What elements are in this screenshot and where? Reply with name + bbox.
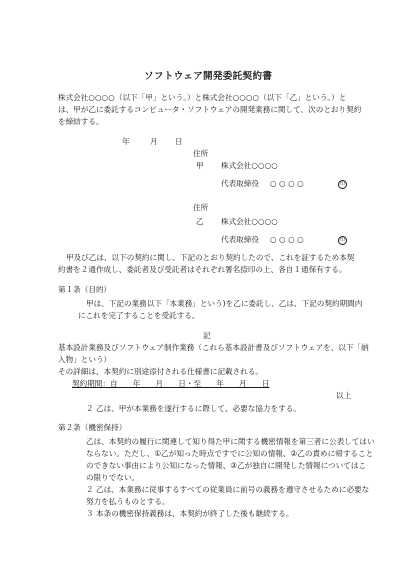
article1-desc-2: 入物」という） xyxy=(58,355,112,364)
article2-para1-line-1: 乙は、本契約の履行に関連して知り得た甲に関する機密情報を第三者に公表してはい xyxy=(86,437,375,446)
ki-label: 記 xyxy=(203,331,211,340)
party-a-company: 株式会社○○○○ xyxy=(221,161,278,170)
party-a-rep-label: 代表取締役 xyxy=(221,179,259,188)
article1-line-2: にこれを完了することを受託する。 xyxy=(78,311,200,320)
article2-para1-line-3: のできない事由により公知になった情報、③乙が独自に開発した情報についてはこ xyxy=(86,461,367,470)
party-a-rep-name: ○ ○ ○ ○ xyxy=(270,179,304,188)
party-a-mark: 甲 xyxy=(196,161,204,170)
closing-line-2: 約書を２通作成し、委託者及び受託者はそれぞれ署名捺印の上、各自１通保有する。 xyxy=(58,265,347,274)
article1-line-1: 甲は、下記の業務以下「本業務」という)を乙に委託し、乙は、下記の契約期間内 xyxy=(86,299,363,308)
date-year: 年 xyxy=(122,137,130,146)
party-b-mark: 乙 xyxy=(196,217,204,226)
intro-line-2: は、甲が乙に委託するコンピュータ・ソフトウェアの開発業務に関して、次のとおり契約 xyxy=(58,105,362,114)
ijo-label: 以上 xyxy=(336,391,352,400)
article2-para1-line-2: ならない。ただし、①乙が知った時点ですでに公知の情報、②乙の責めに帰すること xyxy=(86,449,374,458)
article1-heading: 第１条（目的） xyxy=(58,285,112,294)
intro-line-3: を締結する。 xyxy=(58,117,104,126)
party-b-rep-name: ○ ○ ○ ○ xyxy=(270,235,304,244)
contract-period: 契約期間：自 年 月 日・至 年 月 日 xyxy=(72,379,270,388)
date-month: 月 xyxy=(150,137,158,146)
party-b-address-label: 住所 xyxy=(193,203,209,212)
article2-para2-line-2: 努力を払うものとする。 xyxy=(86,497,170,506)
party-a-seal: 印 xyxy=(339,181,345,187)
date-day: 日 xyxy=(175,137,183,146)
article2-para1-line-4: の限りでない。 xyxy=(86,473,140,482)
article1-desc-1: 基本設計業務及びソフトウェア制作業務（これら基本設計書及びソフトウェアを、以下「納 xyxy=(58,343,369,352)
article2-heading: 第２条（機密保持） xyxy=(58,423,127,432)
closing-line-1: 甲及び乙は、以下の契約に関し、下記のとおり契約したので、これを証するため本契 xyxy=(66,253,355,262)
intro-line-1: 株式会社○○○○（以下「甲」という。）と株式会社○○○○（以下「乙」という。）と xyxy=(58,93,347,102)
article2-para2-line-1: ２ 乙は、本業務に従事するすべての従業員に前号の義務を遵守させるために必要な xyxy=(86,485,370,494)
party-a-seal-mark xyxy=(338,179,347,189)
party-b-seal-mark xyxy=(338,235,347,245)
article1-clause2: ２ 乙は、甲が本業務を遂行するに際して、必要な協力をする。 xyxy=(86,404,301,413)
party-b-company: 株式会社○○○○ xyxy=(221,217,278,226)
party-b-seal: 印 xyxy=(339,237,345,243)
article1-desc-3: その詳細は、本契約に別途添付される仕様書に記載される。 xyxy=(58,367,264,376)
article2-para3: ３ 本条の機密保持義務は、本契約が終了した後も継続する。 xyxy=(86,509,294,518)
party-a-address-label: 住所 xyxy=(193,149,209,158)
document-title: ソフトウェア開発委託契約書 xyxy=(144,71,273,82)
party-b-rep-label: 代表取締役 xyxy=(221,235,259,244)
